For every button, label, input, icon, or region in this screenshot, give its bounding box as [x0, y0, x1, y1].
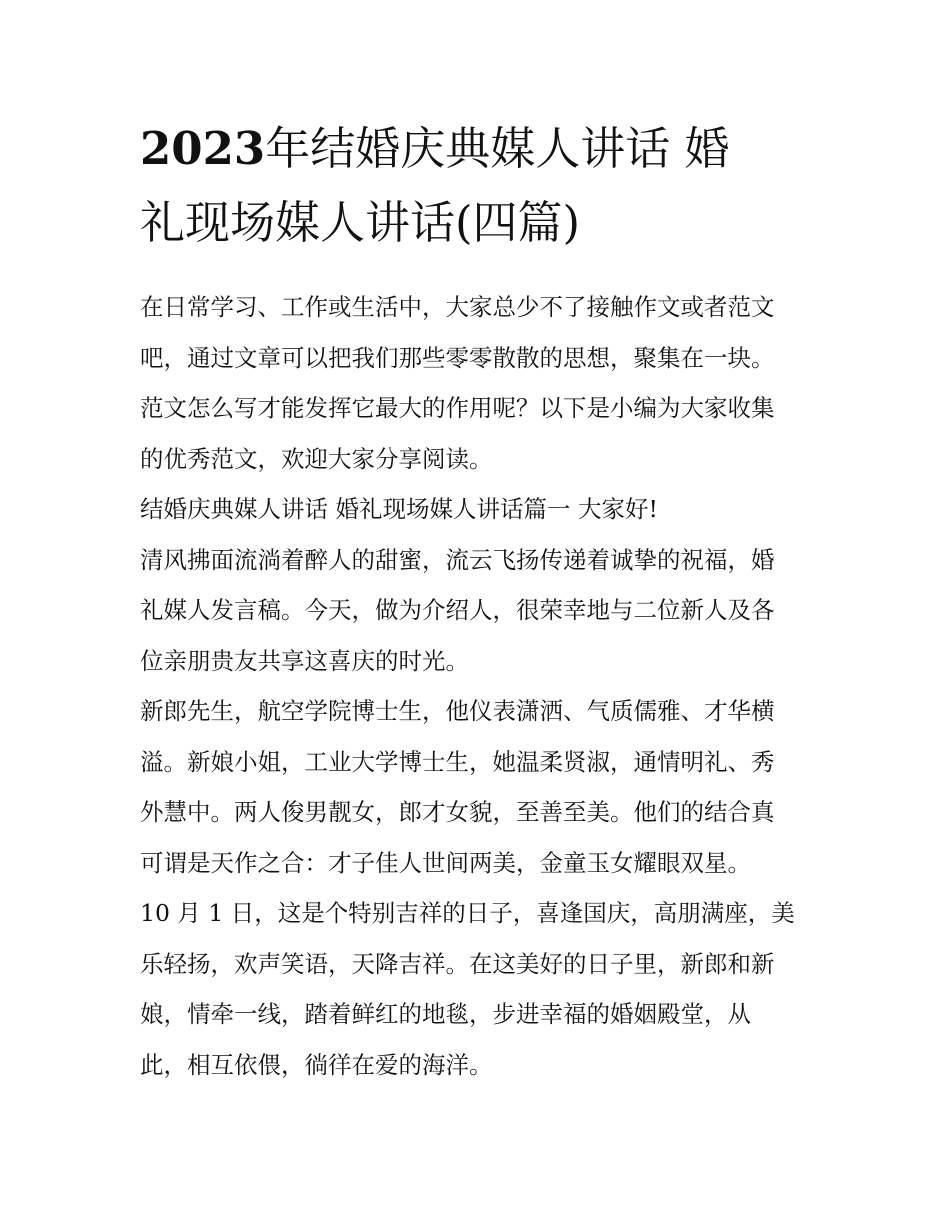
paragraph-wedding-day [140, 888, 820, 1090]
text-line: 新郎先生，航空学院博士生，他仪表潇洒、气质儒雅、才华横 [140, 697, 775, 725]
text-line: 娘，情牵一线，踏着鲜红的地毯，步进幸福的婚姻殿堂，从 [140, 1000, 751, 1028]
text-line: 此，相互依偎，徜徉在爱的海洋。 [140, 1050, 493, 1079]
text-line: 10 月 1 日，这是个特别吉祥的日子，喜逢国庆，高朋满座，美 [140, 899, 795, 927]
document-page [140, 112, 820, 1090]
text-line: 在日常学习、工作或生活中，大家总少不了接触作文或者范文 [140, 293, 775, 321]
paragraph-greeting [140, 535, 820, 687]
title-line-1-text: 年结婚庆典媒人讲话 婚 [265, 122, 730, 175]
text-line: 范文怎么写才能发挥它最大的作用呢？以下是小编为大家收集 [140, 394, 775, 422]
text-line: 吧，通过文章可以把我们那些零零散散的思想，聚集在一块。 [140, 343, 775, 372]
text-line: 溢。新娘小姐，工业大学博士生，她温柔贤淑，通情明礼、秀 [140, 747, 775, 776]
text-line: 的优秀范文，欢迎大家分享阅读。 [140, 444, 493, 473]
text-line: 礼媒人发言稿。今天，做为介绍人，很荣幸地与二位新人及各 [140, 596, 775, 624]
text-line: 乐轻扬，欢声笑语，天降吉祥。在这美好的日子里，新郎和新 [140, 949, 775, 978]
text-line: 结婚庆典媒人讲话 婚礼现场媒人讲话篇一 大家好! [140, 495, 658, 523]
text-line: 清风拂面流淌着醉人的甜蜜，流云飞扬传递着诚挚的祝福，婚 [140, 545, 775, 574]
text-line: 可谓是天作之合：才子佳人世间两美，金童玉女耀眼双星。 [140, 848, 751, 877]
paragraph-intro [140, 282, 820, 484]
text-line: 外慧中。两人俊男靓女，郎才女貌，至善至美。他们的结合真 [140, 798, 775, 826]
title-line-2: 礼现场媒人讲话(四篇) [140, 196, 581, 249]
document-title [140, 112, 820, 260]
text-line: 位亲朋贵友共享这喜庆的时光。 [140, 646, 469, 675]
title-line-1 [140, 112, 820, 186]
title-year: 2023 [140, 122, 266, 175]
paragraph-heading-section-1 [140, 484, 820, 535]
paragraph-couple-intro [140, 686, 820, 888]
